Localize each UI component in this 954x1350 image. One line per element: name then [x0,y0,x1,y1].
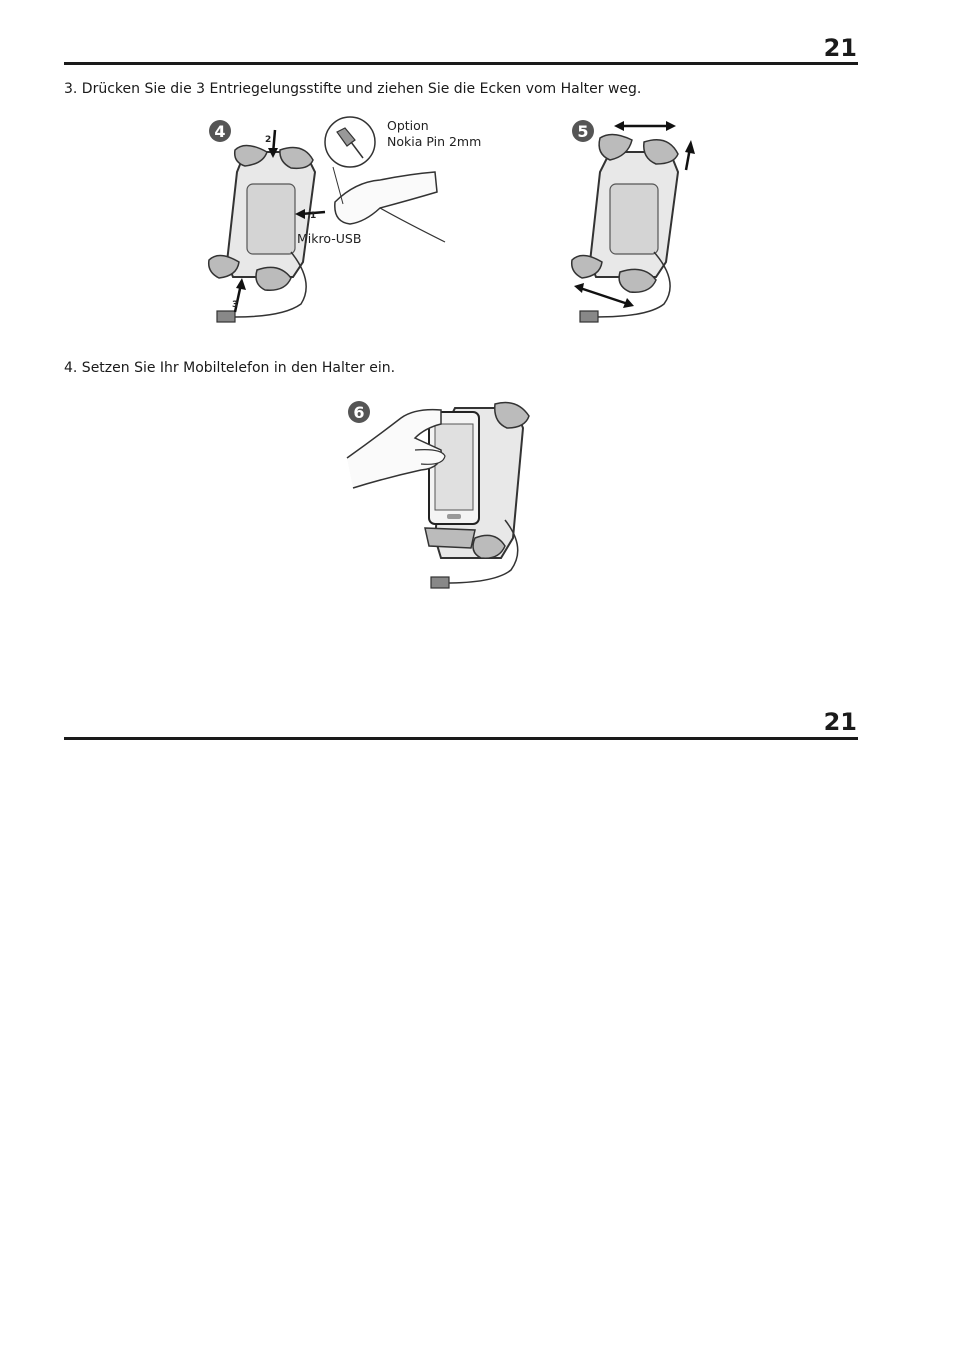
label-nokia-pin: Nokia Pin 2mm [387,134,482,149]
label-mikro-usb: Mikro-USB [297,231,362,246]
footer-page-number: 21 [823,708,857,736]
header-rule [64,62,858,65]
figure-5-corners-pulled [570,112,720,332]
marker-3: 3 [232,300,239,310]
step-badge-4: 4 [209,120,231,142]
figure-6-insert-phone [345,398,535,593]
label-option: Option [387,118,429,133]
marker-1: 1 [310,211,317,221]
marker-2: 2 [265,135,272,145]
holder-drawing-5 [570,112,720,332]
footer-rule [64,737,858,740]
header-page-number: 21 [823,34,857,62]
step-badge-6: 6 [348,401,370,423]
holder-drawing-6 [345,398,535,593]
step-badge-5: 5 [572,120,594,142]
step-3-text: 3. Drücken Sie die 3 Entriegelungsstifte und ziehen Sie die Ecken vom Halter weg. [64,81,642,97]
figure-4-holder-release [205,112,485,332]
step-4-text: 4. Setzen Sie Ihr Mobiltelefon in den Halter ein. [64,360,396,376]
